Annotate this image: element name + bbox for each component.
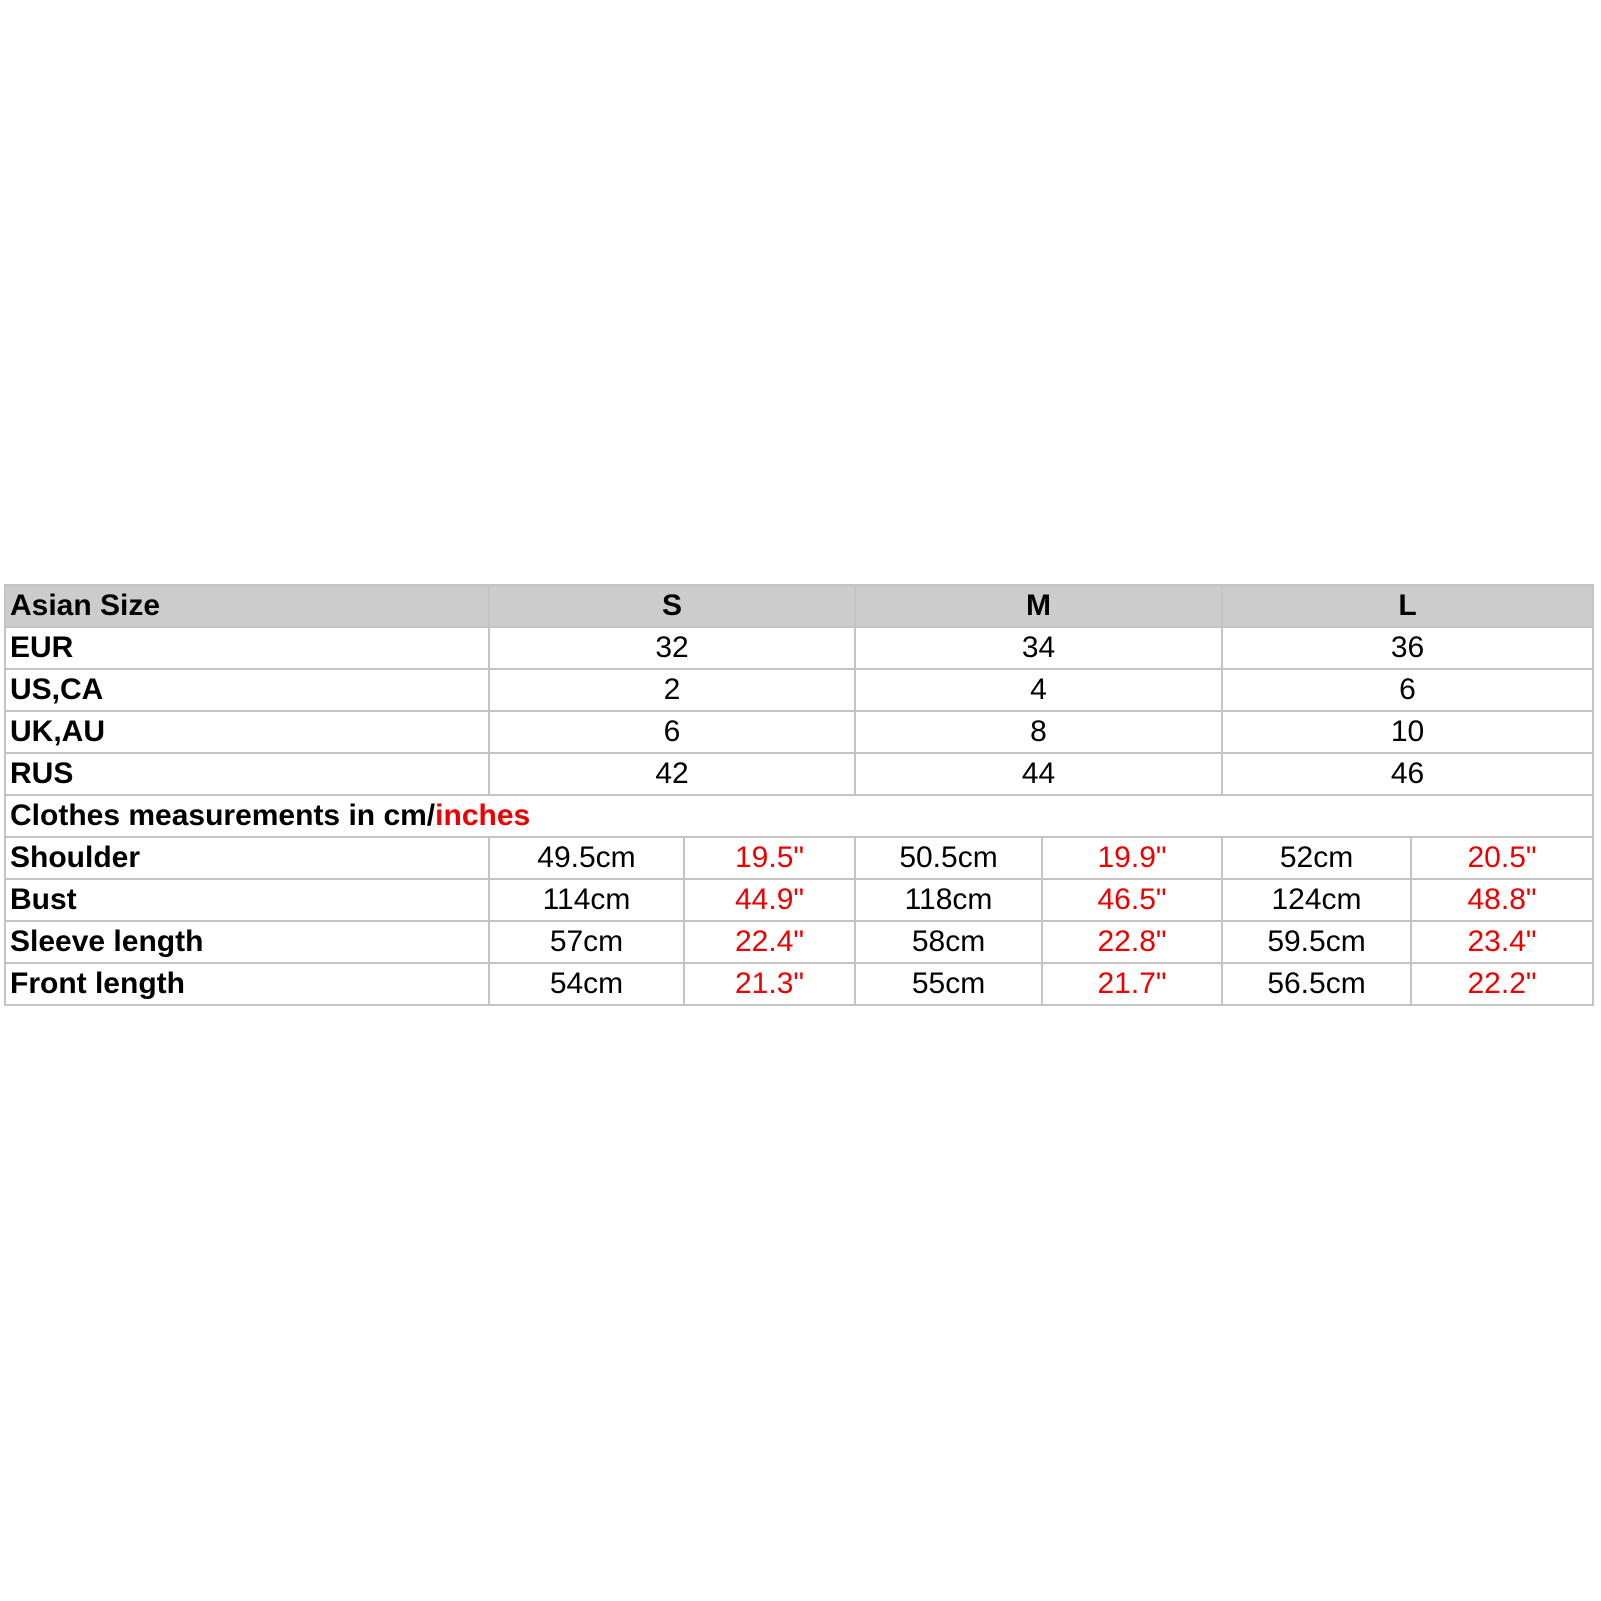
- inch-value-cell: 19.5": [684, 837, 855, 879]
- inch-value-cell: 23.4": [1411, 921, 1593, 963]
- size-s-header: S: [489, 585, 855, 627]
- row-label: UK,AU: [5, 711, 489, 753]
- inch-value-cell: 22.4": [684, 921, 855, 963]
- size-value-cell: 46: [1222, 753, 1593, 795]
- row-label: Sleeve length: [5, 921, 489, 963]
- size-value-cell: 34: [855, 627, 1222, 669]
- size-value-cell: 6: [1222, 669, 1593, 711]
- size-m-header: M: [855, 585, 1222, 627]
- row-label: EUR: [5, 627, 489, 669]
- cm-value-cell: 49.5cm: [489, 837, 684, 879]
- measurement-row: [5, 963, 1593, 1005]
- inch-value-cell: 22.8": [1042, 921, 1222, 963]
- conversion-row: [5, 753, 1593, 795]
- inch-value-cell: 48.8": [1411, 879, 1593, 921]
- measurement-row: [5, 921, 1593, 963]
- inch-value-cell: 21.7": [1042, 963, 1222, 1005]
- cm-value-cell: 56.5cm: [1222, 963, 1411, 1005]
- inch-value-cell: 22.2": [1411, 963, 1593, 1005]
- row-label: US,CA: [5, 669, 489, 711]
- header-label: Asian Size: [5, 585, 489, 627]
- header-row: [5, 585, 1593, 627]
- size-value-cell: 32: [489, 627, 855, 669]
- cm-value-cell: 59.5cm: [1222, 921, 1411, 963]
- cm-value-cell: 57cm: [489, 921, 684, 963]
- conversion-row: [5, 669, 1593, 711]
- cm-value-cell: 58cm: [855, 921, 1042, 963]
- inch-value-cell: 46.5": [1042, 879, 1222, 921]
- row-label: Front length: [5, 963, 489, 1005]
- inch-value-cell: 44.9": [684, 879, 855, 921]
- section-title: [5, 795, 1593, 837]
- size-value-cell: 36: [1222, 627, 1593, 669]
- size-l-header: L: [1222, 585, 1593, 627]
- conversion-row: [5, 627, 1593, 669]
- inch-value-cell: 19.9": [1042, 837, 1222, 879]
- section-row: [5, 795, 1593, 837]
- size-value-cell: 8: [855, 711, 1222, 753]
- size-value-cell: 2: [489, 669, 855, 711]
- size-value-cell: 6: [489, 711, 855, 753]
- conversion-row: [5, 711, 1593, 753]
- size-value-cell: 4: [855, 669, 1222, 711]
- measurement-row: [5, 879, 1593, 921]
- cm-value-cell: 50.5cm: [855, 837, 1042, 879]
- cm-value-cell: 54cm: [489, 963, 684, 1005]
- size-value-cell: 10: [1222, 711, 1593, 753]
- row-label: Shoulder: [5, 837, 489, 879]
- row-label: Bust: [5, 879, 489, 921]
- cm-value-cell: 118cm: [855, 879, 1042, 921]
- cm-value-cell: 52cm: [1222, 837, 1411, 879]
- size-value-cell: 44: [855, 753, 1222, 795]
- section-title-inches: inches: [435, 799, 531, 832]
- cm-value-cell: 124cm: [1222, 879, 1411, 921]
- inch-value-cell: 20.5": [1411, 837, 1593, 879]
- inch-value-cell: 21.3": [684, 963, 855, 1005]
- measurement-row: [5, 837, 1593, 879]
- size-value-cell: 42: [489, 753, 855, 795]
- row-label: RUS: [5, 753, 489, 795]
- size-chart-table: [4, 584, 1594, 1006]
- section-title-prefix: Clothes measurements in cm/: [10, 799, 436, 832]
- cm-value-cell: 55cm: [855, 963, 1042, 1005]
- cm-value-cell: 114cm: [489, 879, 684, 921]
